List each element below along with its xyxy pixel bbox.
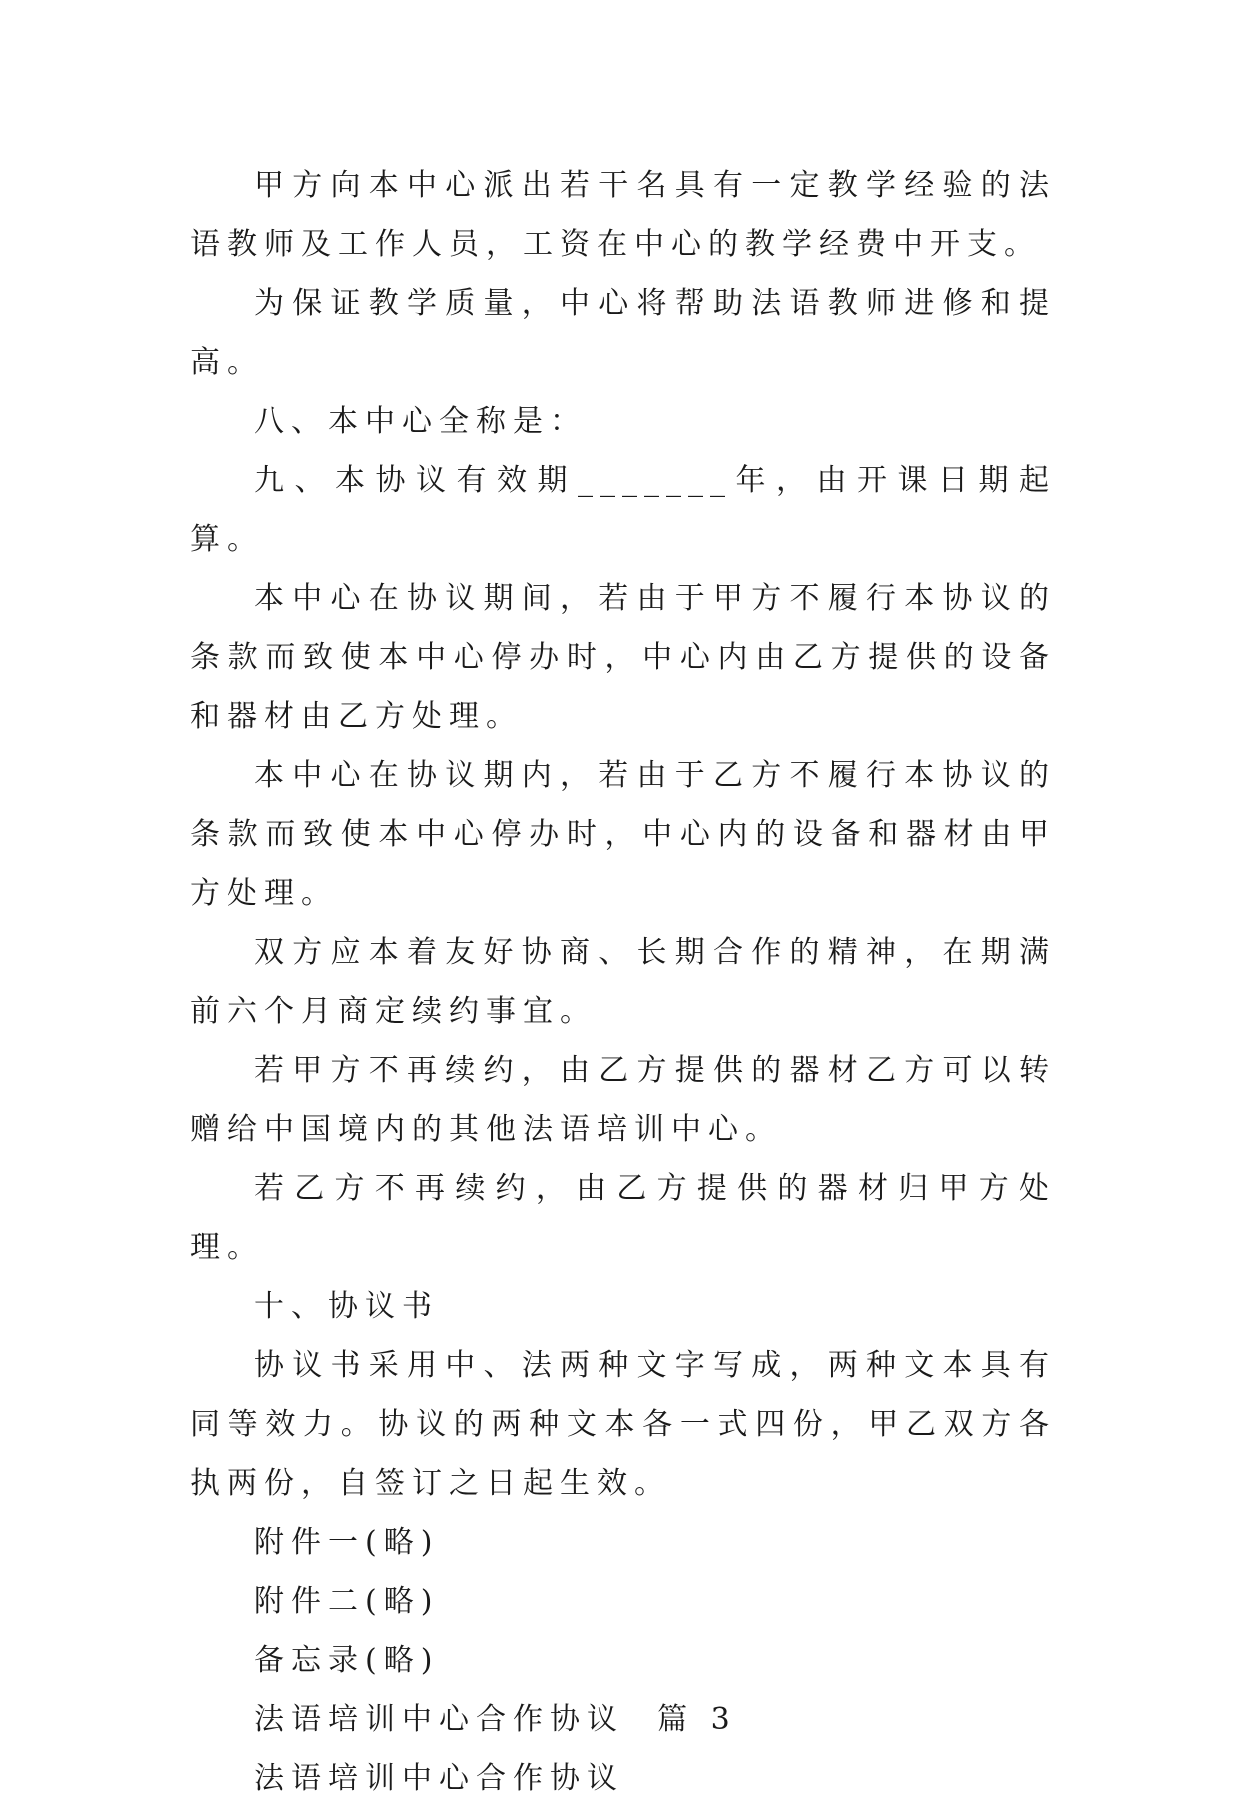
paragraph-attachment-1: 附件一(略) bbox=[254, 1525, 440, 1560]
paragraph-teachers: 甲方向本中心派出若干名具有一定教学经验的法语教师及工作人员，工资在中心的教学经费中开支。 bbox=[190, 168, 1056, 262]
paragraph-party-b-breach: 本中心在协议期内，若由于乙方不履行本协议的条款而致使本中心停办时，中心内的设备和器材由甲方处理。 bbox=[190, 758, 1056, 911]
paragraph-b-no-renewal: 若乙方不再续约，由乙方提供的器材归甲方处理。 bbox=[190, 1171, 1056, 1265]
paragraph-article-title: 法语培训中心合作协议 bbox=[254, 1761, 624, 1796]
paragraph-attachment-2: 附件二(略) bbox=[254, 1584, 440, 1619]
paragraph-section-8: 八、本中心全称是： bbox=[254, 404, 587, 439]
paragraph-memo: 备忘录(略) bbox=[254, 1643, 440, 1678]
paragraph-section-9: 九、本协议有效期_______年，由开课日期起算。 bbox=[190, 463, 1056, 557]
paragraph-quality: 为保证教学质量，中心将帮助法语教师进修和提高。 bbox=[190, 286, 1056, 380]
paragraph-section-10: 十、协议书 bbox=[254, 1289, 439, 1324]
paragraph-article-heading: 法语培训中心合作协议 篇 3 bbox=[254, 1702, 737, 1737]
paragraph-renewal: 双方应本着友好协商、长期合作的精神，在期满前六个月商定续约事宜。 bbox=[190, 935, 1056, 1029]
document-body bbox=[190, 156, 1056, 1808]
paragraph-languages: 协议书采用中、法两种文字写成，两种文本具有同等效力。协议的两种文本各一式四份，甲乙双方各执两份，自签订之日起生效。 bbox=[190, 1348, 1056, 1501]
paragraph-party-a-breach: 本中心在协议期间，若由于甲方不履行本协议的条款而致使本中心停办时，中心内由乙方提供的设备和器材由乙方处理。 bbox=[190, 581, 1056, 734]
paragraph-a-no-renewal: 若甲方不再续约，由乙方提供的器材乙方可以转赠给中国境内的其他法语培训中心。 bbox=[190, 1053, 1056, 1147]
